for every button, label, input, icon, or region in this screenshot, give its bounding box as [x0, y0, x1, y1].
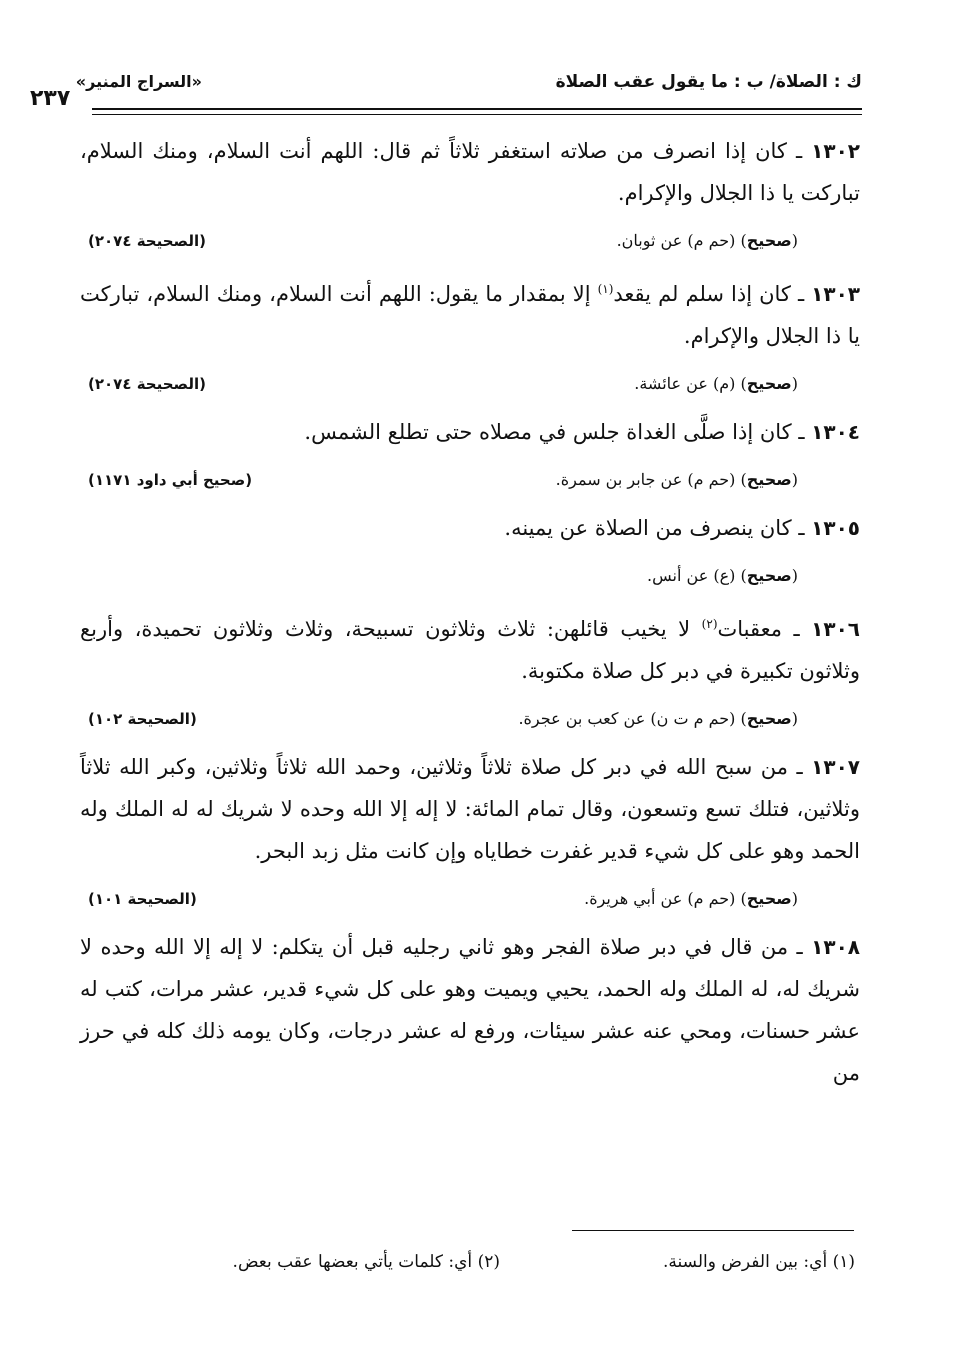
hadith-text: كان إذا صلَّى الغداة جلس في مصلاه حتى تطلع الشمس. [304, 420, 792, 444]
footnotes [80, 1244, 855, 1284]
hadith-reference: (الصحيحة ١٠٢) [88, 710, 197, 728]
hadith-source: (صحيح) (حم م) عن ثوبان. [616, 231, 798, 250]
hadith-narrator: (م) عن عائشة. [634, 374, 736, 393]
hadith-number: ١٣٠٥ [811, 516, 860, 540]
hadith-text: معقبات [717, 617, 783, 641]
hadith-text: من قال في دبر صلاة الفجر وهو ثاني رجليه قبل أن يتكلم: لا إله إلا الله وحده لا شريك له، له الملك وله الحمد، يحيي ويميت وهو على كل شيء قدير، عشر مرات، كتب له عشر حسنات، ومحي عنه عشر سيئات، ورفع له عشر درجات، وكان يومه ذلك كله في حرز من [80, 935, 860, 1085]
hadith-entry: ١٣٠٧ ـ من سبح الله في دبر كل صلاة ثلاثاً وثلاثين، وحمد الله ثلاثاً وثلاثين، وكبر الله ثلاثاً وثلاثين، فتلك تسع وتسعون، وقال تمام المائة: لا إله إلا الله وحده لا شريك له له الملك وله الحمد وهو على كل شيء قدير غفرت خطاياه وإن كانت مثل زبد البحر. [80, 755, 860, 863]
page-number: ٢٣٧ [30, 86, 71, 111]
page-header [30, 68, 862, 111]
footnote-text: أي: بين الفرض والسنة. [663, 1252, 828, 1272]
footnote-separator [572, 1230, 854, 1231]
hadith-grade: صحيح [746, 709, 792, 728]
footnote-2 [233, 1244, 500, 1280]
footnote-1 [663, 1244, 855, 1280]
hadith-narrator: (حم م ت ن) عن كعب بن عجرة. [518, 709, 736, 728]
hadith-narrator: (حم م) عن أبي هريرة. [584, 889, 736, 908]
book-title: «السراج المنير» [75, 72, 202, 91]
footnote-mark: (١) [597, 282, 614, 296]
footnote-text: أي: كلمات يأتي بعضها عقب بعض. [232, 1252, 473, 1272]
hadith-entry: ١٣٠٣ ـ كان إذا سلم لم يقعد$^{(١)}$ إلا بمقدار ما يقول: اللهم أنت السلام، ومنك السلام، تباركت يا ذا الجلال والإكرام. [80, 282, 860, 348]
hadith-grading [80, 559, 860, 593]
hadith-number: ١٣٠٣ [811, 282, 860, 306]
header-rule-thin [92, 114, 862, 115]
hadith-text-cont: لا يخيب قائلهن: ثلاث وثلاثون تسبيحة، وثلاث وثلاثون تحميدة، وأربع وثلاثون تكبيرة في دبر كل صلاة مكتوبة. [80, 617, 860, 683]
hadith-reference: (صحيح أبي داود ١١٧١) [88, 471, 253, 489]
hadith-entry: ١٣٠٤ ـ كان إذا صلَّى الغداة جلس في مصلاه حتى تطلع الشمس. [304, 420, 860, 444]
chapter-title: ك : الصلاة/ ب : ما يقول عقب الصلاة [555, 72, 862, 92]
hadith-reference: (الصحيحة ٢٠٧٤) [88, 232, 206, 250]
hadith-narrator: (حم م) عن جابر بن سمرة. [555, 470, 736, 489]
hadith-source: (صحيح) (حم م ت ن) عن كعب بن عجرة. [518, 709, 798, 728]
hadith-entry: ١٣٠٥ ـ كان ينصرف من الصلاة عن يمينه. [504, 516, 860, 540]
hadith-entry: ١٣٠٨ ـ من قال في دبر صلاة الفجر وهو ثاني رجليه قبل أن يتكلم: لا إله إلا الله وحده لا شريك له، له الملك وله الحمد، يحيي ويميت وهو على كل شيء قدير، عشر مرات، كتب له عشر حسنات، ومحي عنه عشر سيئات، ورفع له عشر درجات، وكان يومه ذلك كله في حرز من [80, 935, 860, 1085]
hadith-grade: صحيح [746, 231, 792, 250]
hadith-source: (صحيح) (حم م) عن أبي هريرة. [584, 889, 798, 908]
hadith-narrator: (ع) عن أنس. [647, 566, 736, 585]
hadith-number: ١٣٠٤ [811, 420, 860, 444]
footnote-mark: (٢) [477, 1252, 500, 1272]
hadith-source: (صحيح) (ع) عن أنس. [647, 566, 798, 585]
hadith-text: كان إذا سلم لم يقعد [613, 282, 791, 306]
footnote-mark: (١) [832, 1252, 855, 1272]
hadith-source: (صحيح) (حم م) عن جابر بن سمرة. [555, 470, 798, 489]
hadith-entry: ١٣٠٦ ـ معقبات$^{(٢)}$ لا يخيب قائلهن: ثلاث وثلاثون تسبيحة، وثلاث وثلاثون تحميدة، وأربع وثلاثون تكبيرة في دبر كل صلاة مكتوبة. [80, 617, 860, 683]
hadith-number: ١٣٠٢ [811, 139, 860, 163]
hadith-text-cont: إلا بمقدار ما يقول: اللهم أنت السلام، ومنك السلام، تباركت يا ذا الجلال والإكرام. [80, 282, 860, 348]
hadith-narrator: (حم م) عن ثوبان. [616, 231, 736, 250]
hadith-source: (صحيح) (م) عن عائشة. [634, 374, 798, 393]
hadith-reference: (الصحيحة ١٠١) [88, 890, 197, 908]
hadith-grade: صحيح [746, 470, 792, 489]
hadith-entry: ١٣٠٢ ـ كان إذا انصرف من صلاته استغفر ثلاثاً ثم قال: اللهم أنت السلام، ومنك السلام، تباركت يا ذا الجلال والإكرام. [80, 139, 860, 205]
hadith-grade: صحيح [746, 566, 792, 585]
footnote-mark: (٢) [701, 617, 718, 631]
hadith-grading [80, 463, 860, 497]
hadith-grading [80, 702, 860, 736]
hadith-number: ١٣٠٦ [811, 617, 860, 641]
hadith-text: من سبح الله في دبر كل صلاة ثلاثاً وثلاثين، وحمد الله ثلاثاً وثلاثين، وكبر الله ثلاثاً وثلاثين، فتلك تسع وتسعون، وقال تمام المائة: لا إله إلا الله وحده لا شريك له له الملك وله الحمد وهو على كل شيء قدير غفرت خطاياه وإن كانت مثل زبد البحر. [80, 755, 860, 863]
hadith-text: كان إذا انصرف من صلاته استغفر ثلاثاً ثم قال: اللهم أنت السلام، ومنك السلام، تباركت يا ذا الجلال والإكرام. [80, 139, 860, 205]
hadith-reference: (الصحيحة ٢٠٧٤) [88, 375, 206, 393]
page-content [80, 130, 860, 1094]
hadith-text: كان ينصرف من الصلاة عن يمينه. [504, 516, 792, 540]
hadith-grading [80, 882, 860, 916]
hadith-grade: صحيح [746, 374, 792, 393]
hadith-grading [80, 224, 860, 258]
hadith-number: ١٣٠٧ [811, 755, 860, 779]
hadith-grading [80, 367, 860, 401]
hadith-grade: صحيح [746, 889, 792, 908]
hadith-number: ١٣٠٨ [811, 935, 860, 959]
header-rule [92, 108, 862, 110]
